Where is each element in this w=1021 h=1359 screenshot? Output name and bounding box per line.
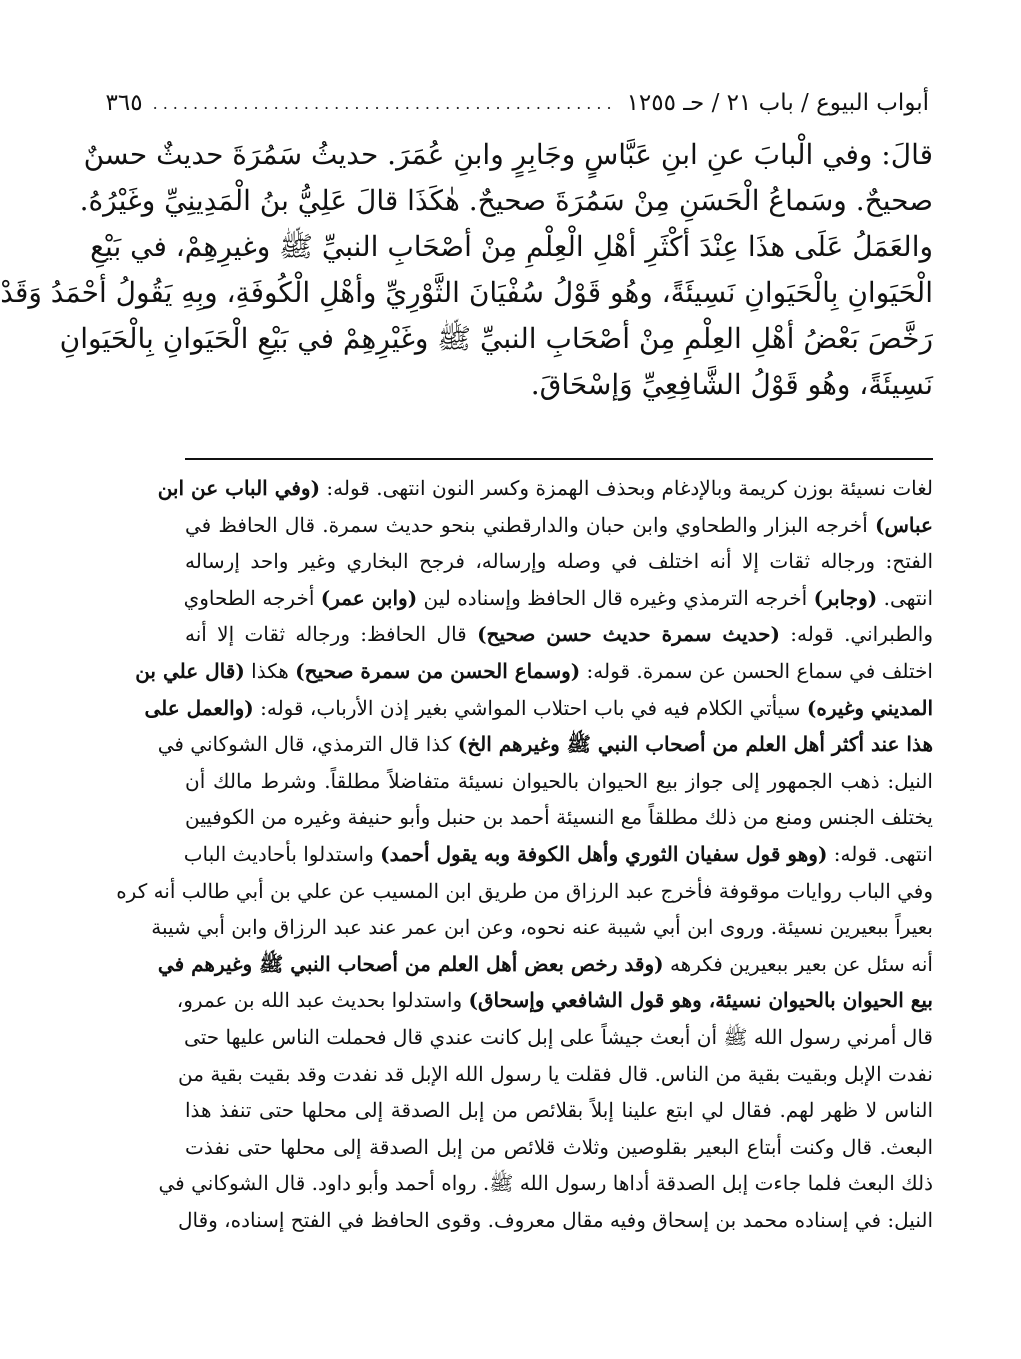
commentary-quoted-phrase: هذا عند أكثر أهل العلم من أصحاب النبي ﷺ وغيرهم الخ): [457, 732, 933, 757]
commentary-quoted-phrase: (وسماع الحسن من سمرة صحيح): [295, 658, 581, 683]
commentary-line: [185, 507, 933, 544]
commentary-run: ذلك البعث فلما جاءت إبل الصدقة أداها رسول الله ﷺ. رواه أحمد وأبو داود. قال الشوكاني في: [158, 1171, 933, 1196]
commentary-quoted-phrase: (وهو قول سفيان الثوري وأهل الكوفة وبه يقول أحمد): [380, 841, 828, 866]
commentary-run: انتهى. قوله:: [827, 841, 933, 866]
commentary-run: الفتح: ورجاله ثقات إلا أنه اختلف في وصله وإرساله، فرجح البخاري وغير واحد إرساله: [185, 549, 933, 574]
commentary-quoted-phrase: (وجابر): [813, 585, 878, 610]
page-number: ٣٦٥: [105, 90, 143, 116]
commentary-run: هكذا: [244, 658, 296, 683]
header-leader-dots: ..............................................: [152, 93, 617, 113]
commentary-line: [185, 836, 933, 873]
commentary-quoted-phrase: (قال علي بن: [135, 658, 245, 683]
commentary-line: [185, 616, 933, 653]
commentary-line: [185, 1019, 933, 1056]
footnote-divider: [185, 458, 933, 460]
commentary-line: [116, 873, 933, 910]
commentary-run: البعث. قال وكنت أبتاع البعير بقلوصين وثلاث قلائص من إبل الصدقة إلى محلها حتى نفذت: [185, 1134, 934, 1159]
commentary-quoted-phrase: (وفي الباب عن ابن: [157, 476, 321, 500]
commentary-run: يختلف الجنس ومنع من ذلك مطلقاً مع النسيئة أحمد بن حنبل وأبو حنيفة وغيره من الكوفيين: [185, 805, 933, 830]
commentary-run: لغات نسيئة بوزن كريمة وبالإدغام وبحذف الهمزة وكسر النون انتهى. قوله:: [320, 476, 933, 500]
commentary-quoted-phrase: بيع الحيوان بالحيوان نسيئة، وهو قول الشافعي وإسحاق): [468, 988, 933, 1013]
commentary-line: [185, 799, 933, 836]
commentary-run: انتهى.: [877, 585, 933, 610]
hadith-line: الْحَيَوانِ بِالْحَيَوانِ نَسِيئَةً، وهُو قَوْلُ سُفْيَانَ الثَّوْرِيِّ وأهْلِ الْكُوفَةِ، وبِهِ يَقُولُ أحْمَدُ وَقَدْ: [0, 276, 933, 309]
commentary-run: أخرجه الترمذي وغيره قال الحافظ وإسناده لين: [417, 585, 814, 610]
commentary-line: [185, 1129, 933, 1166]
commentary-run: أخرجه البزار والطحاوي وابن حبان والدارقطني بنحو حديث سمرة. قال الحافظ في: [185, 512, 876, 537]
commentary-run: اختلف في سماع الحسن عن سمرة. قوله:: [580, 658, 933, 683]
hadith-line: رَخَّصَ بَعْضُ أهْلِ العِلْمِ مِنْ أصْحَابِ النبيِّ ﷺ وغَيْرِهِمْ في بَيْعِ الْحَيَوانِ بِالْحَيَوانِ: [59, 322, 933, 355]
commentary-line: [144, 690, 933, 727]
commentary-run: الناس لا ظهر لهم. فقال لي ابتع علينا إبلاً بقلائص من إبل الصدقة إلى محلها حتى تنفذ هذا: [185, 1098, 933, 1123]
commentary-text: [116, 470, 934, 1238]
commentary-line: [157, 946, 933, 983]
commentary-line: [151, 909, 933, 946]
commentary-line: [178, 1056, 933, 1093]
commentary-line: [158, 1165, 933, 1202]
commentary-line: [176, 982, 933, 1019]
commentary-line: [157, 726, 933, 763]
commentary-line: [177, 1202, 933, 1239]
hadith-line: نَسِيئَةً، وهُو قَوْلُ الشَّافِعِيِّ وَإسْحَاقَ.: [530, 368, 933, 401]
commentary-line: [185, 763, 933, 800]
commentary-line: [157, 470, 933, 507]
commentary-run: والطبراني. قوله:: [779, 622, 933, 647]
header-title: أبواب البيوع / باب ٢١ / حـ ١٢٥٥: [626, 90, 929, 116]
commentary-run: واستدلوا بأحاديث الباب: [183, 841, 381, 866]
running-header: [105, 86, 929, 120]
commentary-run: قال أمرني رسول الله ﷺ أن أبعث جيشاً على إبل كانت عندي قال فحملت الناس عليها حتى: [184, 1024, 933, 1049]
hadith-line: والعَمَلُ عَلَى هذَا عِنْدَ أكْثَرِ أهْلِ الْعِلْمِ مِنْ أصْحَابِ النبيِّ ﷺ وغيرِهِمْ، في بَيْعِ: [90, 230, 933, 263]
commentary-run: بعيراً ببعيرين نسيئة. وروى ابن أبي شيبة عنه نحوه، وعن ابن عمر عند عبد الرزاق وابن أبي شيبة: [151, 915, 933, 940]
commentary-quoted-phrase: (وقد رخص بعض أهل العلم من أصحاب النبي ﷺ وغيرهم في: [157, 951, 664, 976]
commentary-run: أنه سئل عن بعير ببعيرين فكرهه: [663, 951, 933, 976]
commentary-run: قال الحافظ: ورجاله ثقات إلا أنه: [185, 622, 478, 647]
commentary-quoted-phrase: (والعمل على: [144, 695, 254, 720]
commentary-run: النيل: في إسناده محمد بن إسحاق وفيه مقال معروف. وقوى الحافظ في الفتح إسناده، وقال: [177, 1207, 933, 1232]
commentary-line: [185, 580, 933, 617]
commentary-run: أخرجه الطحاوي: [183, 585, 321, 610]
commentary-run: سيأتي الكلام فيه في باب احتلاب المواشي بغير إذن الأرباب، قوله:: [253, 695, 807, 720]
commentary-run: نفدت الإبل وبقيت بقية من الناس. قال فقلت يا رسول الله الإبل قد نفدت وقد بقيت بقية من: [178, 1061, 933, 1086]
commentary-quoted-phrase: المديني وغيره): [806, 695, 933, 720]
hadith-text: [0, 132, 933, 408]
commentary-quoted-phrase: (حديث سمرة حديث حسن صحيح): [477, 622, 780, 647]
hadith-line: قالَ: وفي الْبابَ عنِ ابنِ عَبَّاسٍ وجَابِرٍ وابنِ عُمَرَ. حديثُ سَمُرَةَ حديثٌ حسنٌ: [83, 138, 933, 171]
commentary-run: واستدلوا بحديث عبد الله بن عمرو،: [176, 988, 469, 1013]
commentary-quoted-phrase: (وابن عمر): [320, 585, 418, 610]
commentary-line: [135, 653, 933, 690]
commentary-run: وفي الباب روايات موقوفة فأخرج عبد الرزاق من طريق ابن المسيب عن علي بن أبي طالب أنه كره: [116, 878, 933, 903]
commentary-run: كذا قال الترمذي، قال الشوكاني في: [157, 732, 458, 757]
hadith-line: صحيحٌ. وسَماعُ الْحَسَنِ مِنْ سَمُرَةَ صحيحٌ. هٰكَذَا قالَ عَلِيُّ بنُ الْمَدِينِيِّ وغَيْرُهُ.: [79, 184, 933, 217]
commentary-run: النيل: ذهب الجمهور إلى جواز بيع الحيوان بالحيوان نسيئة متفاضلاً مطلقاً. وشرط مالك أن: [185, 768, 933, 793]
commentary-line: [185, 543, 933, 580]
commentary-line: [185, 1092, 933, 1129]
commentary-quoted-phrase: عباس): [875, 512, 933, 537]
